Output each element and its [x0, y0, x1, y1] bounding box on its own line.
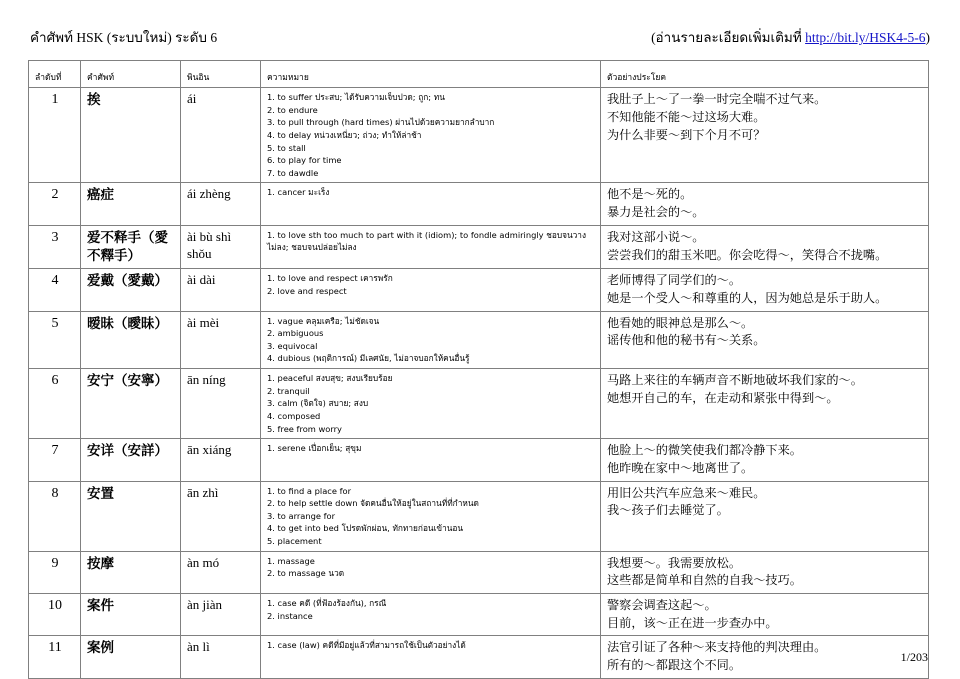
cell-example — [601, 481, 929, 551]
example-line: 马路上来往的车辆声音不断地破坏我们家的～。 — [607, 373, 863, 388]
cell-meaning — [261, 269, 601, 311]
cell-index: 4 — [29, 269, 81, 311]
cell-meaning — [261, 225, 601, 268]
column-header-word: คำศัพท์ — [81, 61, 181, 88]
vocabulary-table — [28, 60, 929, 678]
reference-link[interactable]: http://bit.ly/HSK4-5-6 — [805, 30, 926, 45]
meaning-line: 2. instance — [267, 610, 313, 621]
meaning-line: 2. to endure — [267, 104, 318, 115]
cell-index: 6 — [29, 369, 81, 439]
cell-meaning — [261, 88, 601, 183]
table-row — [29, 439, 929, 481]
meaning-line: 1. serene เปี่อกเย็น; สุขุม — [267, 443, 362, 454]
table-row — [29, 593, 929, 635]
cell-index: 8 — [29, 481, 81, 551]
meaning-line: 2. to help settle down จัดคนอื่นให้อยู่ในสถานที่ที่กำหนด — [267, 498, 479, 509]
cell-index: 2 — [29, 183, 81, 225]
meaning-line: 1. case คดี (ที่ฟ้องร้องกัน), กรณี — [267, 597, 387, 608]
meaning-line: 4. composed — [267, 410, 321, 421]
meaning-line: 1. peaceful สงบสุข; สงบเรียบร้อย — [267, 373, 393, 384]
meaning-line: 5. placement — [267, 535, 322, 546]
cell-pinyin: àn lì — [181, 636, 261, 678]
meaning-line: 2. tranquil — [267, 385, 310, 396]
table-header — [29, 61, 929, 88]
meaning-line: 5. free from worry — [267, 423, 342, 434]
example-line: 我想要～。我需要放松。 — [607, 555, 742, 570]
cell-example — [601, 269, 929, 311]
example-line: 不知他能不能～过这场大难。 — [607, 109, 766, 124]
cell-pinyin: ān níng — [181, 369, 261, 439]
example-line: 她想开自己的车，在走动和紧张中得到～。 — [607, 390, 839, 405]
cell-pinyin: àn mó — [181, 551, 261, 593]
cell-meaning — [261, 593, 601, 635]
page-number: 1/203 — [900, 650, 928, 664]
cell-meaning — [261, 311, 601, 368]
cell-word: 安宁（安寧） — [81, 369, 181, 439]
meaning-line: 3. to arrange for — [267, 510, 336, 521]
cell-index: 3 — [29, 225, 81, 268]
table-row — [29, 369, 929, 439]
cell-index: 1 — [29, 88, 81, 183]
meaning-line: 7. to dawdle — [267, 167, 319, 178]
example-line: 目前，该～正在进一步查办中。 — [607, 615, 778, 630]
meaning-line: 1. massage — [267, 555, 315, 566]
meaning-line: 3. equivocal — [267, 340, 318, 351]
meaning-line: 1. vague คลุมเครือ; ไม่ชัดเจน — [267, 315, 380, 326]
cell-word: 安详（安詳） — [81, 439, 181, 481]
meaning-line: 1. to find a place for — [267, 485, 351, 496]
cell-index: 11 — [29, 636, 81, 678]
cell-meaning — [261, 481, 601, 551]
example-line: 法官引证了各种～来支持他的判决理由。 — [607, 640, 827, 655]
cell-word: 安置 — [81, 481, 181, 551]
cell-example — [601, 183, 929, 225]
document-title: คำศัพท์ HSK (ระบบใหม่) ระดับ 6 — [30, 30, 218, 45]
cell-example — [601, 636, 929, 678]
example-line: 老师博得了同学们的～。 — [607, 273, 742, 288]
table-row — [29, 551, 929, 593]
example-line: 暴力是社会的～。 — [607, 205, 705, 220]
cell-pinyin: ài bù shì shǒu — [181, 225, 261, 268]
cell-word: 暧昧（曖昧） — [81, 311, 181, 368]
cell-meaning — [261, 551, 601, 593]
example-line: 他看她的眼神总是那么～。 — [607, 315, 754, 330]
example-line: 谣传他和他的秘书有～关系。 — [607, 333, 766, 348]
meaning-line: 1. case (law) คดีที่มีอยู่แล้วที่สามารถใช้เป็นตัวอย่างได้ — [267, 640, 466, 651]
meaning-line: 1. cancer มะเร็ง — [267, 187, 330, 198]
cell-word: 爱不释手（愛不釋手） — [81, 225, 181, 268]
cell-meaning — [261, 636, 601, 678]
example-line: 所有的～都跟这个不同。 — [607, 657, 742, 672]
cell-example — [601, 593, 929, 635]
cell-example — [601, 311, 929, 368]
cell-example — [601, 88, 929, 183]
column-header-index: ลำดับที่ — [29, 61, 81, 88]
example-line: 为什么非要～到下个月不可？ — [607, 127, 766, 142]
cell-word: 按摩 — [81, 551, 181, 593]
cell-example — [601, 551, 929, 593]
example-line: 我肚子上～了一拳一时完全喘不过气来。 — [607, 92, 827, 107]
cell-meaning — [261, 183, 601, 225]
cell-index: 10 — [29, 593, 81, 635]
column-header-meaning: ความหมาย — [261, 61, 601, 88]
cell-index: 9 — [29, 551, 81, 593]
table-body — [29, 88, 929, 678]
table-row — [29, 269, 929, 311]
cell-pinyin: ài dài — [181, 269, 261, 311]
meaning-line: 4. dubious (พฤติการณ์) มีเลศนัย, ไม่อาจบอกให้คนอื่นรู้ — [267, 353, 470, 364]
cell-meaning — [261, 439, 601, 481]
example-line: 尝尝我们的甜玉米吧。你会吃得～，笑得合不拢嘴。 — [607, 247, 888, 262]
meaning-line: 5. to stall — [267, 142, 306, 153]
meaning-line: 4. to delay หน่วงเหนี่ยว; ถ่วง; ทำให้ล่าช้า — [267, 130, 422, 141]
table-row — [29, 88, 929, 183]
meaning-line: 1. to suffer ประสบ; ได้รับความเจ็บปวด; ถูก; ทน — [267, 92, 445, 103]
note-suffix: ) — [925, 30, 930, 45]
meaning-line: 2. ambiguous — [267, 328, 324, 339]
table-row — [29, 311, 929, 368]
meaning-line: 1. to love and respect เคารพรัก — [267, 273, 393, 284]
column-header-pinyin: พินอิน — [181, 61, 261, 88]
note-prefix: (อ่านรายละเอียดเพิ่มเติมที่ — [651, 30, 806, 45]
meaning-line: 3. calm (จิตใจ) สบาย; สงบ — [267, 398, 369, 409]
example-line: 我～孩子们去睡觉了。 — [607, 503, 729, 518]
meaning-line: 2. love and respect — [267, 285, 347, 296]
column-header-example: ตัวอย่างประโยค — [601, 61, 929, 88]
cell-word: 爱戴（愛戴） — [81, 269, 181, 311]
document-header-note — [651, 30, 930, 46]
example-line: 他昨晚在家中～地离世了。 — [607, 460, 754, 475]
meaning-line: 4. to get into bed โปรดพักผ่อน, ทักทายก่อนเข้านอน — [267, 523, 464, 534]
table-row — [29, 636, 929, 678]
cell-pinyin: àn jiàn — [181, 593, 261, 635]
cell-index: 5 — [29, 311, 81, 368]
cell-word: 案件 — [81, 593, 181, 635]
table-row — [29, 225, 929, 268]
example-line: 他不是～死的。 — [607, 187, 693, 202]
cell-pinyin: ān xiáng — [181, 439, 261, 481]
cell-pinyin: ān zhì — [181, 481, 261, 551]
cell-example — [601, 225, 929, 268]
example-line: 警察会调查这起～。 — [607, 597, 717, 612]
cell-index: 7 — [29, 439, 81, 481]
cell-meaning — [261, 369, 601, 439]
cell-pinyin: ái — [181, 88, 261, 183]
cell-pinyin: ài mèi — [181, 311, 261, 368]
cell-example — [601, 369, 929, 439]
cell-pinyin: ái zhèng — [181, 183, 261, 225]
table-header-row — [29, 61, 929, 88]
example-line: 他脸上～的微笑使我们都冷静下来。 — [607, 443, 802, 458]
meaning-line: 6. to play for time — [267, 155, 342, 166]
cell-word: 挨 — [81, 88, 181, 183]
example-line: 我对这部小说～。 — [607, 229, 705, 244]
example-line: 这些都是简单和自然的自我～技巧。 — [607, 573, 802, 588]
table-row — [29, 183, 929, 225]
document-header — [28, 30, 932, 46]
cell-word: 癌症 — [81, 183, 181, 225]
meaning-line: 2. to massage นวด — [267, 568, 345, 579]
meaning-line: 3. to pull through (hard times) ผ่านไปด้วยความยากลำบาก — [267, 117, 495, 128]
example-line: 用旧公共汽车应急来～难民。 — [607, 485, 766, 500]
meaning-line: 1. to love sth too much to part with it (idiom); to fondle admiringly ชอบจนวางไม่ลง; ชอบจนปล่อยไม่ลง — [267, 229, 587, 253]
example-line: 她是一个受人～和尊重的人，因为她总是乐于助人。 — [607, 290, 888, 305]
cell-word: 案例 — [81, 636, 181, 678]
table-row — [29, 481, 929, 551]
cell-example — [601, 439, 929, 481]
